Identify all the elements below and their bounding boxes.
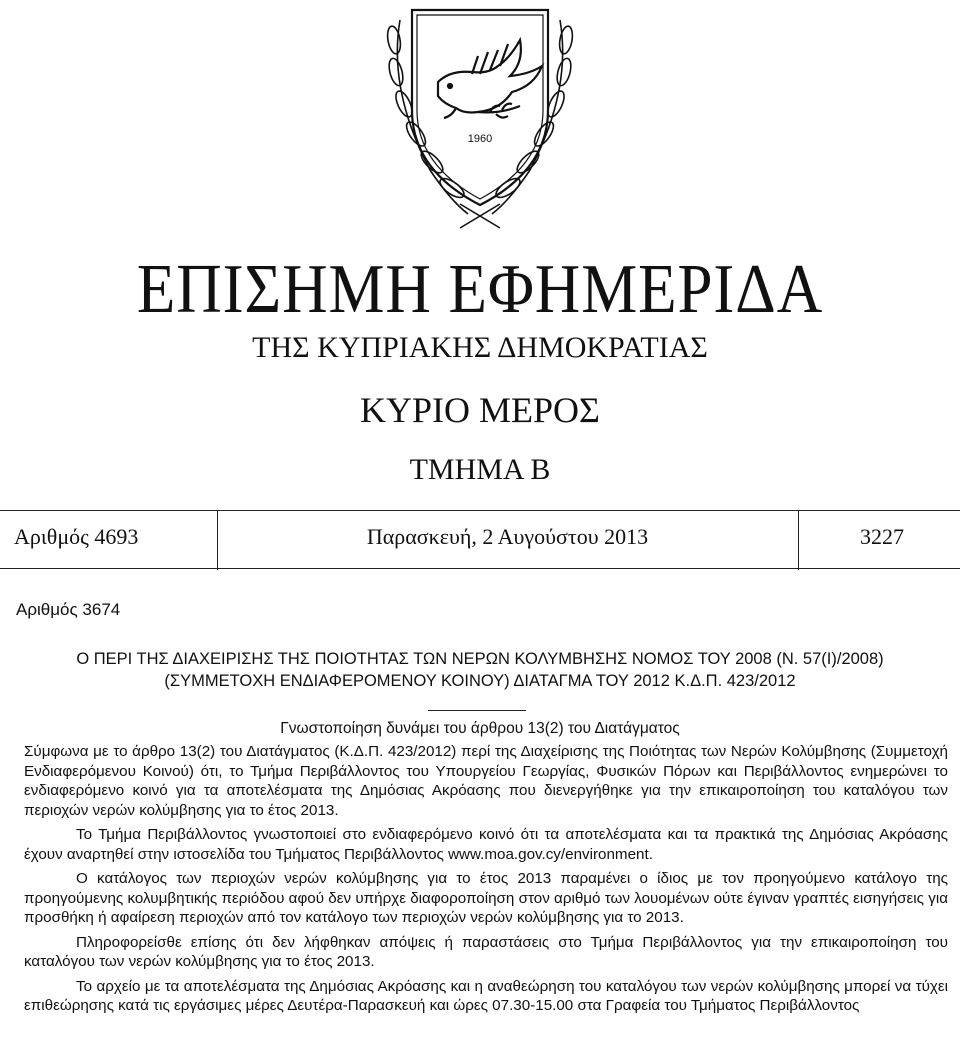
- gazette-section: ΤΜΗΜΑ Β: [409, 453, 551, 486]
- title-divider: [428, 710, 526, 711]
- gazette-part: ΚΥΡΙΟ ΜΕΡΟΣ: [360, 390, 600, 430]
- law-title: [0, 648, 960, 692]
- notice-heading: Γνωστοποίηση δυνάμει του άρθρου 13(2) του Διατάγματος: [280, 720, 680, 737]
- emblem-year: 1960: [467, 133, 493, 145]
- shield-outline: [412, 10, 548, 205]
- gazette-subtitle: ΤΗΣ ΚΥΠΡΙΑΚΗΣ ΔΗΜΟΚΡΑΤΙΑΣ: [252, 331, 708, 364]
- document-number: Αριθμός 3674: [16, 600, 121, 619]
- issue-bar-bottom-rule: [0, 568, 960, 569]
- gazette-title: ΕΠΙΣΗΜΗ ΕΦΗΜΕΡΙΔΑ: [136, 251, 824, 328]
- page-number: 3227: [860, 524, 904, 549]
- issue-bar-top-rule: [0, 510, 960, 511]
- body-paragraph: Το αρχείο με τα αποτελέσματα της Δημόσιας Ακρόασης και η αναθεώρηση του καταλόγου των νερών κολύμβησης μπορεί να τύχει επιθεώρησης κατά τις εργάσιμες μέρες Δευτέρα-Παρασκευή και ώρες 07.30-15.00 στα Γραφεία του Τμήματος Περιβάλλοντος: [24, 977, 948, 1014]
- issue-info-bar: [0, 510, 960, 572]
- issue-date: Παρασκευή, 2 Αυγούστου 2013: [366, 524, 649, 549]
- notice-body: [24, 742, 948, 1021]
- body-paragraph: Το Τμήμα Περιβάλλοντος γνωστοποιεί στο ενδιαφερόμενο κοινό ότι τα αποτελέσματα και τα πρακτικά της Δημόσιας Ακρόασης έχουν αναρτηθεί στην ιστοσελίδα του Τμήματος Περιβάλλοντος www.moa.gov.cy/environment.: [24, 826, 948, 863]
- law-title-line-2: (ΣΥΜΜΕΤΟΧΗ ΕΝΔΙΑΦΕΡΟΜΕΝΟΥ ΚΟΙΝΟΥ) ΔΙΑΤΑΓΜΑ ΤΟΥ 2012 Κ.Δ.Π. 423/2012: [164, 672, 796, 690]
- law-title-line-1: Ο ΠΕΡΙ ΤΗΣ ΔΙΑΧΕΙΡΙΣΗΣ ΤΗΣ ΠΟΙΟΤΗΤΑΣ ΤΩΝ ΝΕΡΩΝ ΚΟΛΥΜΒΗΣΗΣ ΝΟΜΟΣ ΤΟΥ 2008 (Ν. 57(I)/2008): [76, 650, 884, 668]
- issue-number: Αριθμός 4693: [14, 524, 139, 549]
- body-paragraph: Ο κατάλογος των περιοχών νερών κολύμβησης για το έτος 2013 παραμένει ο ίδιος με τον προηγούμενο κατάλογο της προηγούμενης κολυμβητικής περιόδου αφού δεν υπήρχε διαφοροποίηση στον αριθμό των λουομένων ούτε έγιναν γραπτές εισηγήσεις για προσθήκη ή αφαίρεση περιοχών από τον κατάλογο των περιοχών νερών κολύμβησης για το 2013.: [24, 870, 948, 926]
- dove-icon: [438, 40, 542, 113]
- body-paragraph: Πληροφορείσθε επίσης ότι δεν λήφθηκαν απόψεις ή παραστάσεις στο Τμήμα Περιβάλλοντος για την επικαιροποίηση του καταλόγου των νερών κολύμβησης για το έτος 2013.: [24, 933, 948, 970]
- body-paragraph: Σύμφωνα με το άρθρο 13(2) του Διατάγματος (Κ.Δ.Π. 423/2012) περί της Διαχείρισης της Ποιότητας των Νερών Κολύμβησης (Συμμετοχή Ενδιαφερόμενου Κοινού) ότι, το Τμήμα Περιβάλλοντος του Υπουργείου Γεωργίας, Φυσικών Πόρων και Περιβάλλοντος ενημερώνει το ενδιαφερόμενο κοινό για τα αποτελέσματα της Δημόσιας Ακρόασης που διενεργήθηκε για την επικαιροποίηση του καταλόγου των περιοχών νερών κολύμβησης για το έτος 2013.: [24, 743, 948, 819]
- coat-of-arms-emblem: [360, 0, 600, 232]
